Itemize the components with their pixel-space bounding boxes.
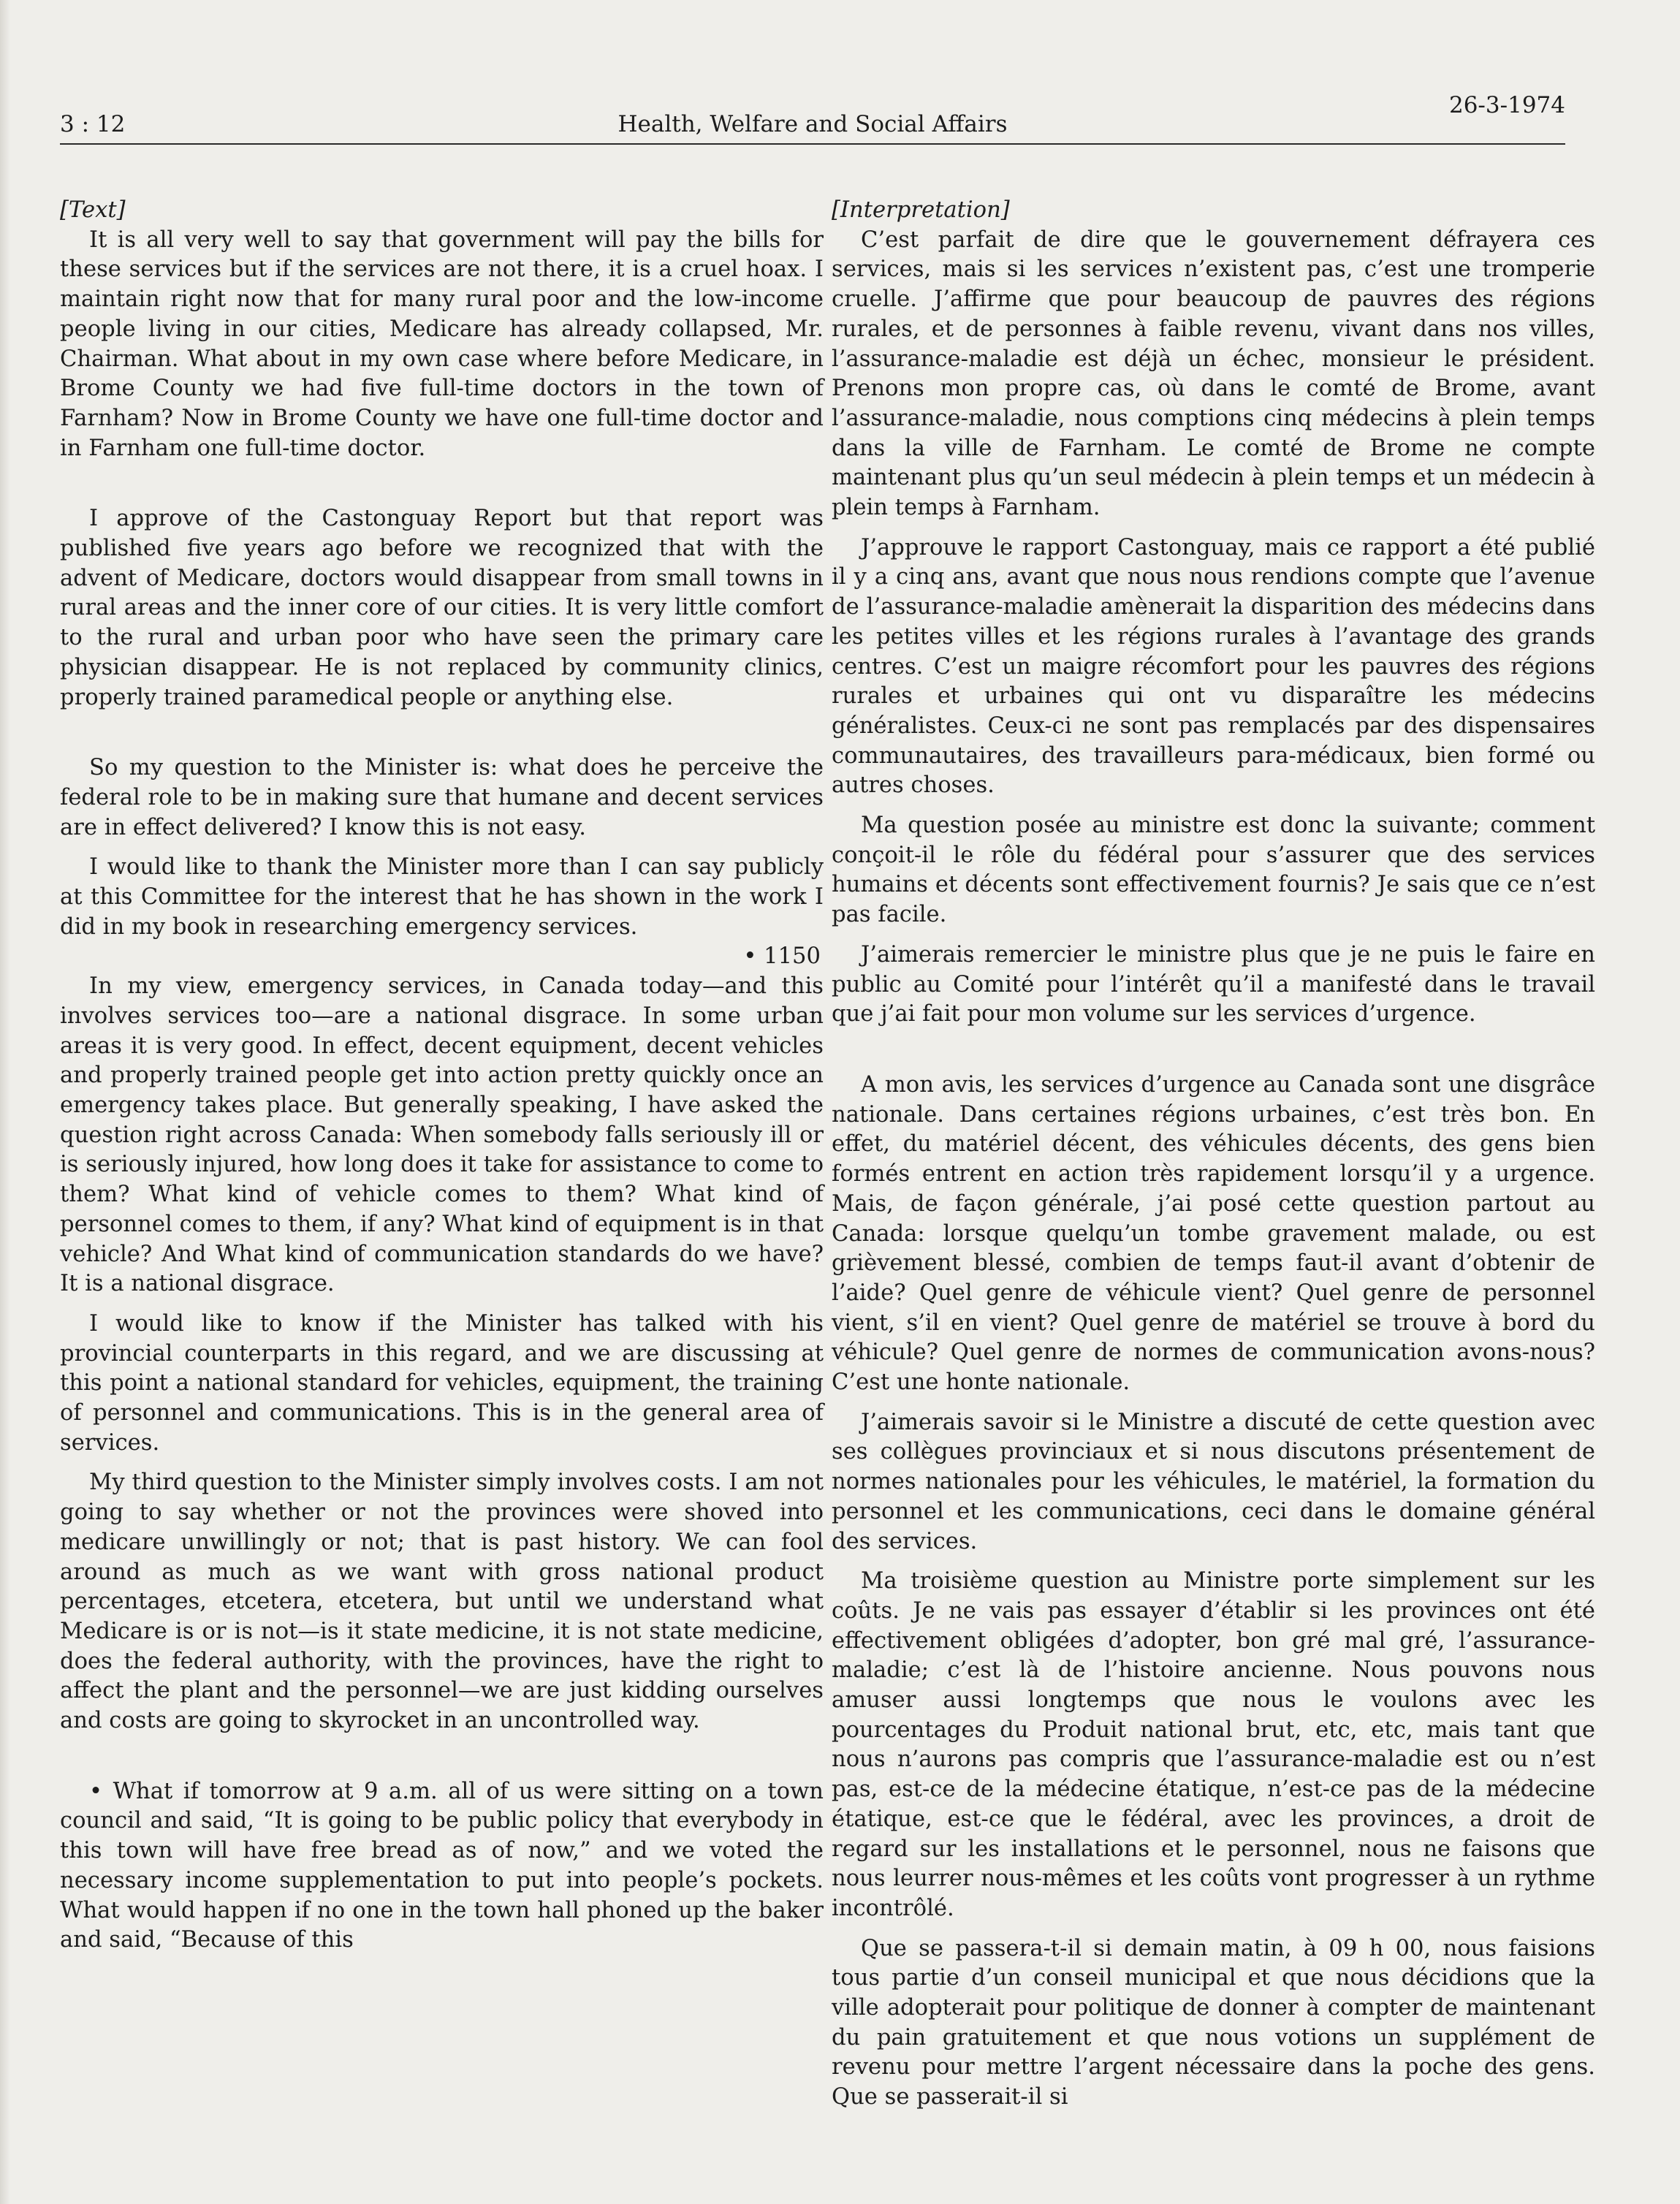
running-title: Health, Welfare and Social Affairs: [617, 111, 1008, 137]
text-label: [Text]: [60, 197, 126, 223]
paragraph: J’approuve le rapport Castonguay, mais ce rapport a été publié il y a cinq ans, avant que nous nous rendions compte que l’avenue de l’assurance-maladie amènerait la disparition des médecins dans les petites villes et les régions rurales à l’avantage des grands centres. C’est un maigre récomfort pour les pauvres des régions rurales et urbaines qui ont vu disparaître les médecins généralistes. Ceux-ci ne sont pas remplacés par des dispensaires communautaires, des travailleurs para-médicaux, bien formé ou autres choses.: [832, 534, 1595, 799]
paragraph: [60, 1777, 824, 1956]
paragraph-text: What if tomorrow at 9 a.m. all of us were sitting on a town council and said, “It is going to be public policy that everybody in this town will have free bread as of now,” and we voted the necessary income supplementation to put into people’s pockets. What would happen if no one in the town hall phoned up the baker and said, “Because of this: [60, 1778, 824, 1953]
bullet-mark: •: [89, 1778, 103, 1804]
paragraph: My third question to the Minister simply involves costs. I am not going to say whether or not the provinces were shoved into medicare unwillingly or not; that is past history. We can fool around as much as we want with gross national product percentages, etcetera, etcetera, but until we understand what Medicare is or is not—is it state medicine, it is not state medicine, does the federal authority, with the provinces, have the right to affect the plant and the personnel—we are just kidding ourselves and costs are going to skyrocket in an uncontrolled way.: [60, 1470, 824, 1734]
paragraph: J’aimerais savoir si le Ministre a discuté de cette question avec ses collègues provinciaux et si nous discutons présentement de normes nationales pour les véhicules, le matériel, la formation du personnel et les communications, ceci dans le domaine général des services.: [832, 1409, 1595, 1554]
english-column: [60, 196, 824, 1956]
sitting-date: 26-3-1974: [1448, 92, 1565, 118]
paragraph: Ma question posée au ministre est donc la suivante; comment conçoit-il le rôle du fédéral pour s’assurer que des services humains et décents sont effectivement fournis? Je sais que ce n’est pas facile.: [832, 813, 1595, 928]
paragraph: In my view, emergency services, in Canada today—and this involves services too—are a national disgrace. In some urban areas it is very good. In effect, decent equipment, decent vehicles and properly trained people get into action pretty quickly once an emergency takes place. But generally speaking, I have asked the question right across Canada: When somebody falls seriously ill or is seriously injured, how long does it take for assistance to come to them? What kind of vehicle comes to them? What kind of personnel comes to them, if any? What kind of equipment is in that vehicle? And What kind of communication standards do we have? It is a national disgrace.: [60, 973, 824, 1297]
interpretation-label: [Interpretation]: [832, 197, 1010, 223]
page-number: 3 : 12: [60, 111, 126, 137]
paragraph: It is all very well to say that government will pay the bills for these services but if the services are not there, it is a cruel hoax. I maintain right now that for many rural poor and the low-income people living in our cities, Medicare has already collapsed, Mr. Chairman. What about in my own case where before Medicare, in Brome County we had five full-time doctors in the town of Farnham? Now in Brome County we have one full-time doctor and in Farnham one full-time doctor.: [60, 227, 824, 461]
paragraph: Ma troisième question au Ministre porte simplement sur les coûts. Je ne vais pas essayer d’établir si les provinces ont été effectivement obligées d’adopter, bon gré mal gré, l’assurance-maladie; c’est là de l’histoire ancienne. Nous pouvons nous amuser aussi longtemps que nous le voulons avec les pourcentages du Produit national brut, etc, etc, mais tant que nous n’aurons pas compris que l’assurance-maladie est ou n’est pas, est-ce de la médecine étatique, n’est-ce pas de la médecine étatique, est-ce que le fédéral, avec les provinces, a droit de regard sur les installations et le personnel, nous ne faisons que nous leurrer nous-mêmes et les coûts vont progresser à un rythme incontrôlé.: [832, 1568, 1595, 1921]
paragraph: So my question to the Minister is: what does he perceive the federal role to be in making sure that humane and decent services are in effect delivered? I know this is not easy.: [60, 755, 824, 840]
french-column: [832, 196, 1595, 2113]
page-edge: [0, 0, 10, 2204]
paragraph: I approve of the Castonguay Report but that report was published five years ago before we recognized that with the advent of Medicare, doctors would disappear from small towns in rural areas and the inner core of our cities. It is very little comfort to the rural and urban poor who have seen the primary care physician disappear. He is not replaced by community clinics, properly trained paramedical people or anything else.: [60, 506, 824, 710]
paragraph: I would like to thank the Minister more than I can say publicly at this Committee for the interest that he has shown in the work I did in my book in researching emergency services.: [60, 854, 824, 940]
time-marker: • 1150: [743, 943, 821, 970]
paragraph: Que se passera-t-il si demain matin, à 09 h 00, nous faisions tous partie d’un conseil municipal et que nous décidions que la ville adopterait pour politique de donner à compter de maintenant du pain gratuitement et que nous votions un supplément de revenu pour mettre l’argent nécessaire dans la poche des gens. Que se passerait-il si: [832, 1935, 1595, 2110]
paragraph: J’aimerais remercier le ministre plus que je ne puis le faire en public au Comité pour l’intérêt qu’il a manifesté dans le travail que j’ai fait pour mon volume sur les services d’urgence.: [832, 941, 1595, 1027]
paragraph: I would like to know if the Minister has talked with his provincial counterparts in this regard, and we are discussing at this point a national standard for vehicles, equipment, the training of personnel and communications. This is in the general area of services.: [60, 1310, 824, 1456]
page-header: [60, 92, 1565, 145]
paragraph: C’est parfait de dire que le gouvernement défrayera ces services, mais si les services n’existent pas, c’est une tromperie cruelle. J’affirme que pour beaucoup de pauvres des régions rurales, et de personnes à faible revenu, vivant dans nos villes, l’assurance-maladie est déjà un échec, monsieur le président. Prenons mon propre cas, où dans le comté de Brome, avant l’assurance-maladie, nous comptions cinq médecins à plein temps dans la ville de Farnham. Le comté de Brome ne compte maintenant plus qu’un seul médecin à plein temps et un médecin à plein temps à Farnham.: [832, 227, 1595, 521]
paragraph: A mon avis, les services d’urgence au Canada sont une disgrâce nationale. Dans certaines régions urbaines, c’est très bon. En effet, du matériel décent, des véhicules décents, des gens bien formés entrent en action très rapidement lorsqu’il y a urgence. Mais, de façon générale, j’ai posé cette question partout au Canada: lorsque quelqu’un tombe gravement malade, ou est grièvement blessé, combien de temps faut-il avant d’obtenir de l’aide? Quel genre de véhicule vient? Quel genre de personnel vient, s’il en vient? Quel genre de matériel se trouve à bord du véhicule? Quel genre de normes de communication avons-nous? C’est une honte nationale.: [832, 1071, 1595, 1396]
